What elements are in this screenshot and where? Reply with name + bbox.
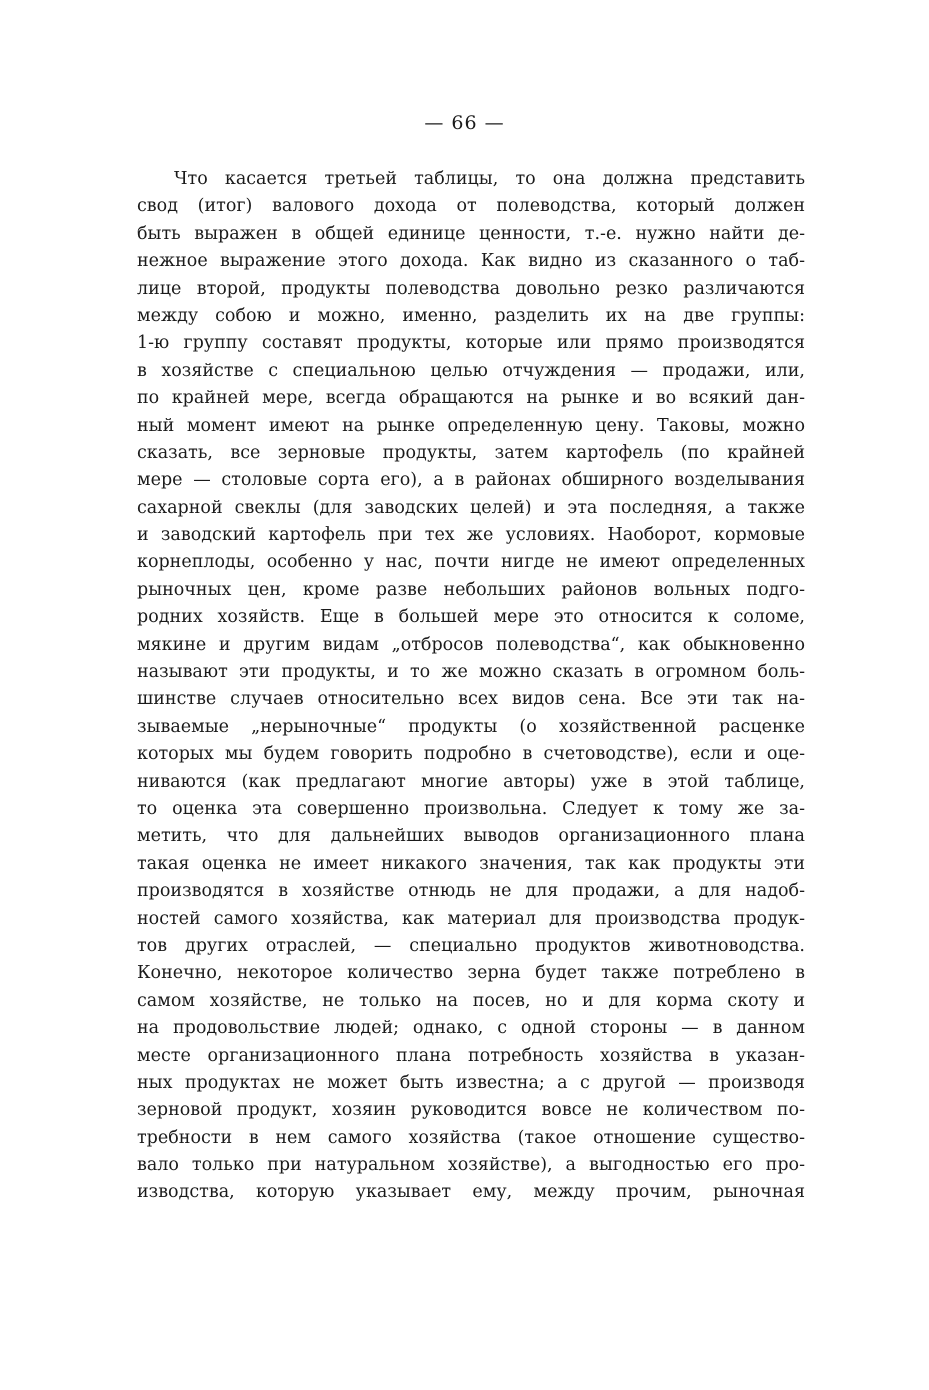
text-line: ностей самого хозяйства, как материал для производства продук-: [137, 908, 805, 929]
page-number: — 66 —: [424, 112, 505, 134]
text-line: лице второй, продукты полеводства довольно резко различаются: [137, 278, 805, 299]
text-line: изводства, которую указывает ему, между прочим, рыночная: [137, 1182, 805, 1203]
text-line: нежное выражение этого дохода. Как видно из сказанного о таб-: [137, 251, 805, 272]
text-line: быть выражен в общей единице ценности, т.-е. нужно найти де-: [137, 223, 805, 244]
text-line: метить, что для дальнейших выводов организационного плана: [137, 826, 805, 847]
text-line: то оценка эта совершенно произвольна. Следует к тому же за-: [137, 798, 805, 819]
text-line: Конечно, некоторое количество зерна будет также потреблено в: [137, 963, 805, 984]
text-line: которых мы будем говорить подробно в счетоводстве), если и оце-: [137, 744, 805, 765]
text-line: сахарной свеклы (для заводских целей) и эта последняя, а также: [137, 497, 805, 518]
text-line: производятся в хозяйстве отнюдь не для продажи, а для надоб-: [137, 881, 805, 902]
text-line: в хозяйстве с специальною целью отчуждения — продажи, или,: [137, 360, 805, 381]
text-line: вало только при натуральном хозяйстве), а выгодностью его про-: [137, 1155, 805, 1176]
text-line: самом хозяйстве, не только на посев, но и для корма скоту и: [137, 990, 805, 1011]
text-line: сказать, все зерновые продукты, затем картофель (по крайней: [137, 442, 805, 463]
text-line: тов других отраслей, — специально продуктов животноводства.: [137, 935, 805, 956]
text-line: между собою и можно, именно, разделить их на две группы:: [137, 305, 805, 326]
text-line: такая оценка не имеет никакого значения, так как продукты эти: [137, 853, 805, 874]
text-line: и заводский картофель при тех же условиях. Наоборот, кормовые: [137, 525, 805, 546]
text-line: 1-ю группу составят продукты, которые или прямо производятся: [137, 333, 805, 354]
text-line: требности в нем самого хозяйства (такое отношение существо-: [137, 1127, 805, 1148]
body-text: [137, 166, 805, 1207]
text-line: свод (итог) валового дохода от полеводства, который должен: [137, 196, 805, 217]
text-line: рыночных цен, кроме разве небольших районов вольных подго-: [137, 579, 805, 600]
text-line: месте организационного плана потребность хозяйства в указан-: [137, 1045, 805, 1066]
text-line: по крайней мере, всегда обращаются на рынке и во всякий дан-: [137, 388, 805, 409]
text-line: ный момент имеют на рынке определенную цену. Таковы, можно: [137, 415, 805, 436]
text-line: зываемые „нерыночные“ продукты (о хозяйственной расценке: [137, 716, 805, 737]
text-line: Что касается третьей таблицы, то она должна представить: [174, 169, 805, 189]
text-line: зерновой продукт, хозяин руководится вовсе не количеством по-: [137, 1100, 805, 1121]
text-line: называют эти продукты, и то же можно сказать в огромном боль-: [137, 662, 805, 683]
text-line: корнеплоды, особенно у нас, почти нигде не имеют определенных: [137, 552, 805, 573]
text-line: мякине и другим видам „отбросов полеводства“, как обыкновенно: [137, 634, 805, 655]
text-line: родних хозяйств. Еще в большей мере это относится к соломе,: [137, 607, 805, 628]
text-line: шинстве случаев относительно всех видов сена. Все эти так на-: [137, 689, 805, 710]
text-line: на продовольствие людей; однако, с одной стороны — в данном: [137, 1018, 805, 1039]
text-line: ниваются (как предлагают многие авторы) уже в этой таблице,: [137, 771, 805, 792]
text-line: мере — столовые сорта его), а в районах обширного возделывания: [137, 470, 805, 491]
text-line: ных продуктах не может быть известна; а с другой — производя: [137, 1072, 805, 1093]
